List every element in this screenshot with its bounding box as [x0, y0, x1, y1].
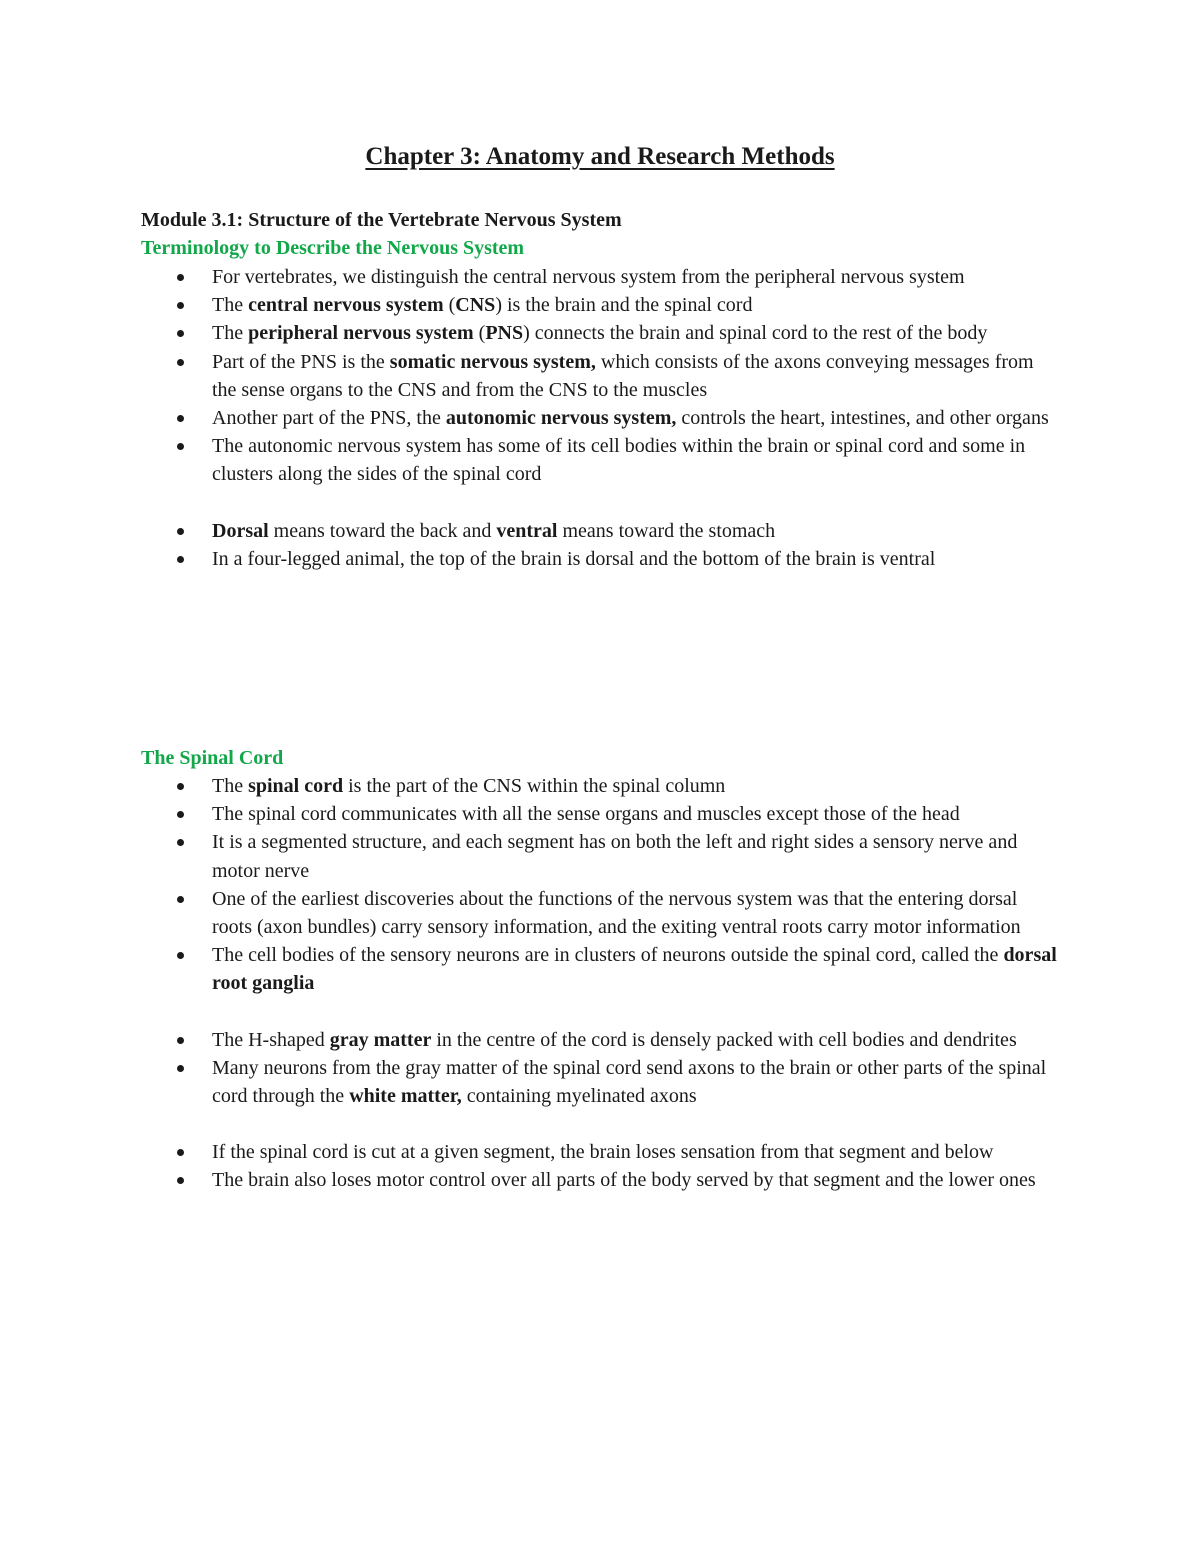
- spinal-cord-bullet-list: [141, 772, 1061, 1195]
- bullet-icon: [177, 415, 184, 422]
- list-item: [141, 800, 1061, 828]
- text-segment: The: [212, 294, 249, 317]
- text-segment: means toward the stomach: [557, 519, 776, 542]
- list-item: [141, 432, 1061, 488]
- bold-term: Dorsal: [212, 519, 269, 542]
- list-item: [141, 319, 1061, 347]
- list-item: [141, 941, 1061, 997]
- text-segment: One of the earliest discoveries about the functions of the nervous system was that the entering dorsal roots (axon bundles) carry sensory information, and the exiting ventral roots carry motor information: [212, 887, 1021, 939]
- text-segment: which consists of the axons conveying messages from the sense organs to the CNS and from the CNS to the muscles: [212, 350, 1034, 401]
- list-item: [141, 348, 1061, 404]
- list-item: [141, 263, 1061, 291]
- bold-term: PNS: [485, 322, 524, 345]
- bullet-icon: [177, 1037, 184, 1044]
- list-item: [141, 828, 1061, 884]
- paragraph-gap: [141, 998, 1061, 1026]
- text-segment: In a four-legged animal, the top of the brain is dorsal and the bottom of the brain is ventral: [212, 547, 936, 570]
- section-heading-spinal-cord: The Spinal Cord: [141, 747, 284, 769]
- bullet-icon: [177, 1149, 184, 1156]
- list-item: [141, 1026, 1061, 1054]
- bullet-icon: [177, 274, 184, 281]
- text-segment: The H-shaped: [212, 1028, 330, 1051]
- bullet-icon: [177, 1177, 184, 1184]
- list-item: [141, 1166, 1061, 1194]
- list-item: [141, 517, 1061, 545]
- bullet-icon: [177, 783, 184, 790]
- list-item: [141, 1138, 1061, 1166]
- bold-term: spinal cord: [248, 775, 344, 797]
- bullet-icon: [177, 896, 184, 903]
- bold-term: somatic nervous system,: [389, 350, 596, 373]
- list-item: [141, 1054, 1061, 1110]
- text-segment: ) connects the brain and spinal cord to the rest of the body: [523, 322, 988, 345]
- text-segment: The spinal cord communicates with all the sense organs and muscles except those of the head: [212, 803, 960, 826]
- chapter-title: Chapter 3: Anatomy and Research Methods: [365, 143, 835, 170]
- bullet-icon: [177, 839, 184, 846]
- text-segment: The: [212, 775, 249, 797]
- module-title: Module 3.1: Structure of the Vertebrate Nervous System: [141, 209, 622, 231]
- bold-term: central nervous system: [248, 294, 444, 317]
- text-segment: Many neurons from the gray matter of the spinal cord send axons to the brain or other parts of the spinal cord through the: [212, 1056, 1047, 1108]
- bold-term: autonomic nervous system,: [445, 407, 677, 430]
- bullet-icon: [177, 556, 184, 563]
- text-segment: means toward the back and: [268, 519, 497, 542]
- text-segment: is the part of the CNS within the spinal column: [343, 775, 726, 797]
- text-segment: Another part of the PNS, the: [212, 407, 446, 430]
- text-segment: The autonomic nervous system has some of its cell bodies within the brain or spinal cord and some in clusters along the sides of the spinal cord: [212, 435, 1026, 486]
- text-segment: containing myelinated axons: [461, 1085, 697, 1108]
- bold-term: gray matter: [329, 1028, 432, 1051]
- text-segment: If the spinal cord is cut at a given segment, the brain loses sensation from that segment and below: [212, 1141, 994, 1164]
- list-item: [141, 404, 1061, 432]
- bold-term: CNS: [455, 294, 496, 317]
- text-segment: It is a segmented structure, and each segment has on both the left and right sides a sensory nerve and motor nerve: [212, 831, 1018, 882]
- bullet-icon: [177, 330, 184, 337]
- text-segment: (: [473, 322, 486, 345]
- bullet-icon: [177, 302, 184, 309]
- bullet-icon: [177, 811, 184, 818]
- text-segment: The brain also loses motor control over all parts of the body served by that segment and the lower ones: [212, 1169, 1036, 1192]
- text-segment: controls the heart, intestines, and other organs: [676, 407, 1049, 430]
- bold-term: peripheral nervous system: [248, 322, 474, 345]
- section-heading-terminology: Terminology to Describe the Nervous System: [141, 237, 525, 259]
- bold-term: dorsal root ganglia: [212, 944, 1057, 995]
- list-item: [141, 885, 1061, 941]
- text-segment: Part of the PNS is the: [212, 350, 390, 373]
- bold-term: ventral: [496, 519, 558, 542]
- text-segment: (: [443, 294, 456, 317]
- bold-term: white matter,: [349, 1085, 462, 1108]
- text-segment: ) is the brain and the spinal cord: [495, 294, 753, 317]
- list-item: [141, 291, 1061, 319]
- paragraph-gap: [141, 489, 1061, 517]
- list-item: [141, 772, 1061, 800]
- text-segment: in the centre of the cord is densely packed with cell bodies and dendrites: [431, 1028, 1017, 1051]
- bullet-icon: [177, 952, 184, 959]
- list-item: [141, 545, 1061, 573]
- bullet-icon: [177, 1065, 184, 1072]
- bullet-icon: [177, 359, 184, 366]
- text-segment: The cell bodies of the sensory neurons are in clusters of neurons outside the spinal cord, called the: [212, 944, 1004, 967]
- bullet-icon: [177, 528, 184, 535]
- text-segment: The: [212, 322, 249, 345]
- terminology-bullet-list: [141, 263, 1061, 573]
- paragraph-gap: [141, 1110, 1061, 1138]
- text-segment: For vertebrates, we distinguish the central nervous system from the peripheral nervous system: [212, 266, 965, 288]
- bullet-icon: [177, 443, 184, 450]
